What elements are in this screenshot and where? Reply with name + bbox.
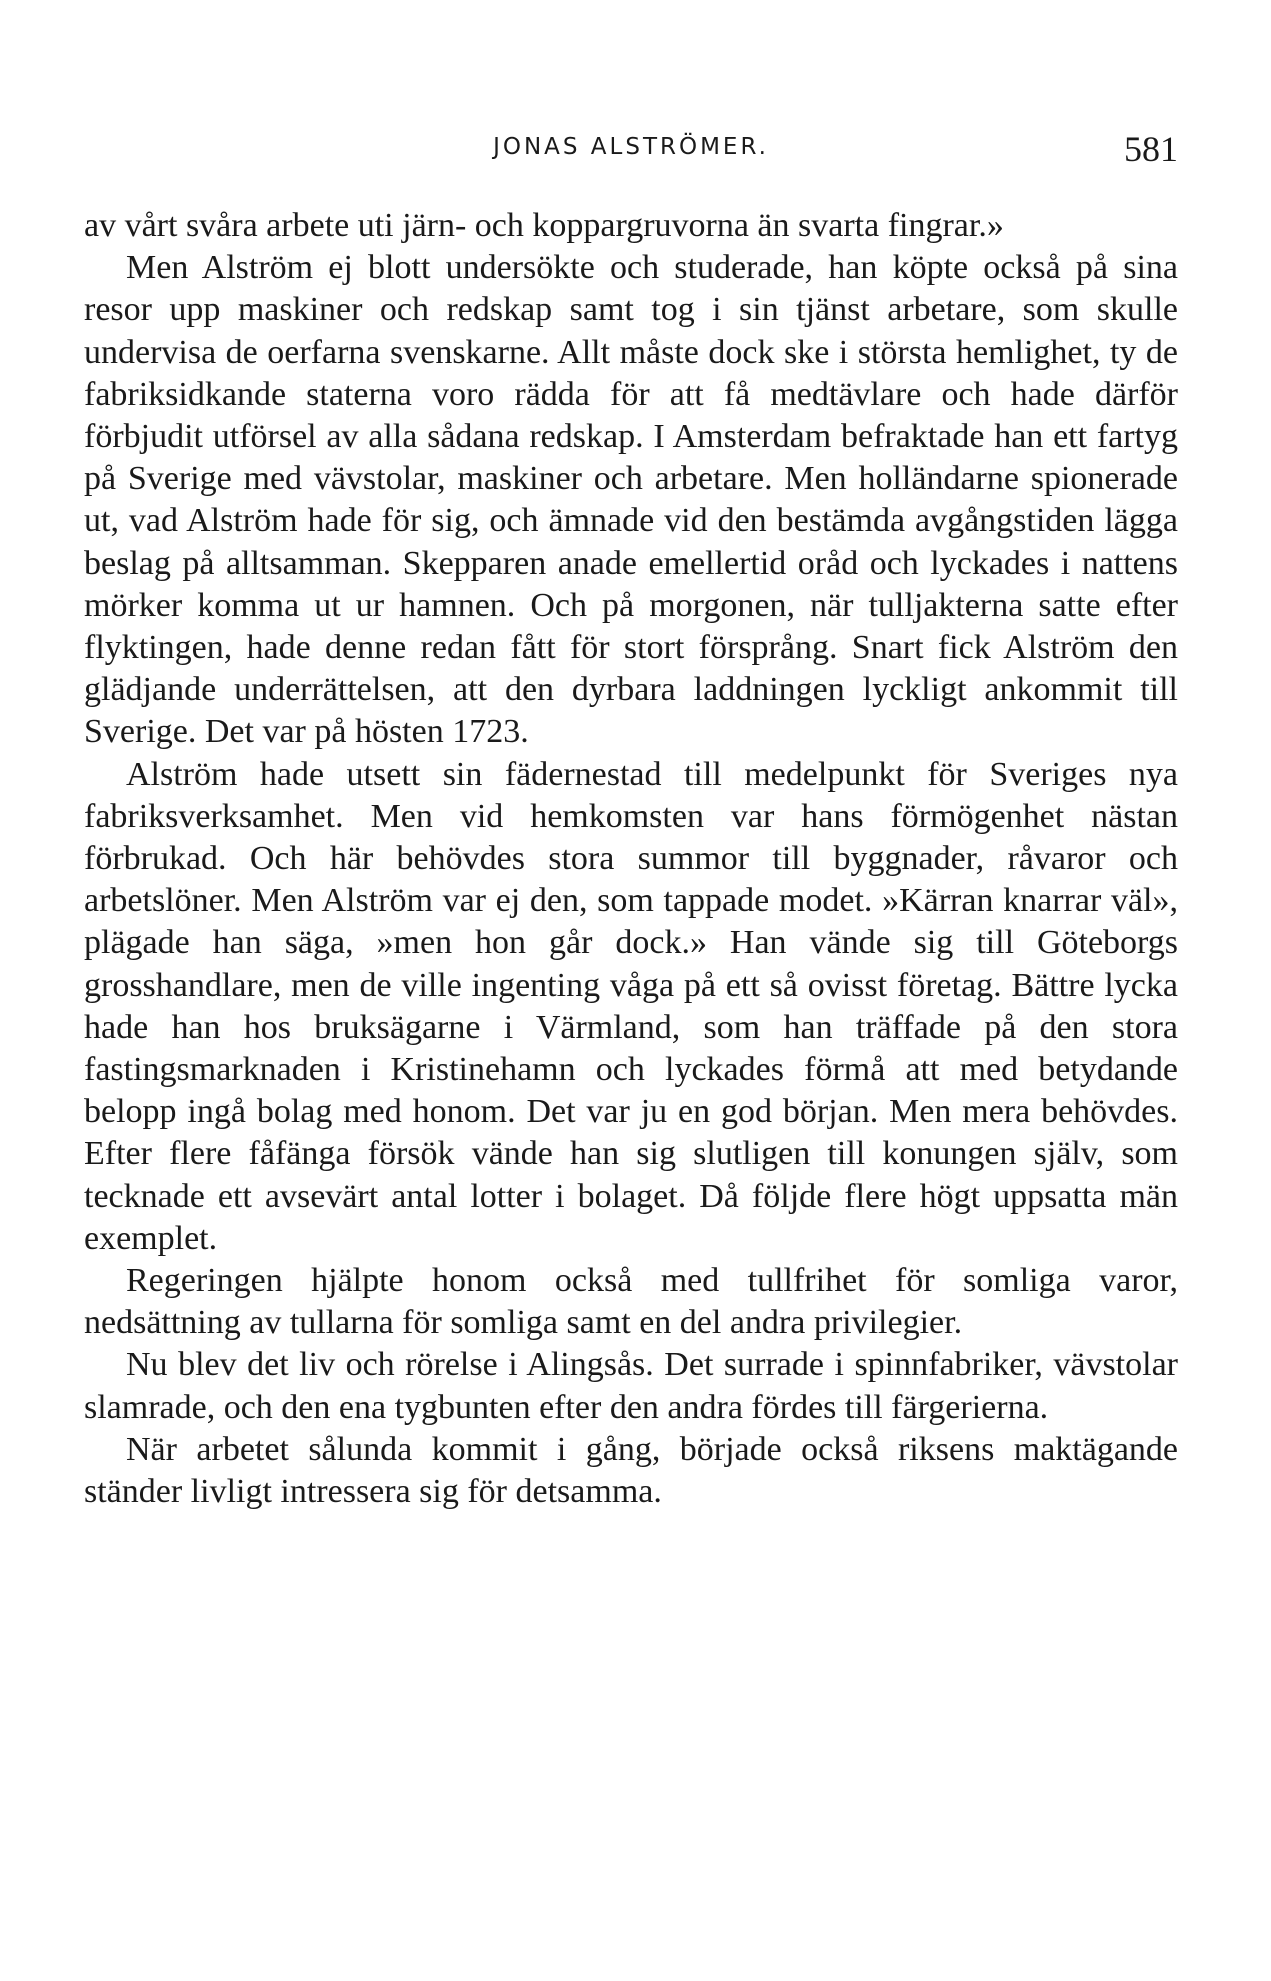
paragraph: Nu blev det liv och rörelse i Alingsås. Det surrade i spinnfabriker, vävstolar slamrade, och den ena tygbunten efter den andra fördes till färgerierna. (84, 1346, 1178, 1426)
paragraph: Men Alström ej blott undersökte och studerade, han köpte också på sina resor upp maskiner och redskap samt tog i sin tjänst arbetare, som skulle undervisa de oerfarna svenskarne. Allt måste dock ske i största hemlighet, ty de fabriksidkande staterna voro rädda för att få medtävlare och hade därför förbjudit utförsel av alla sådana redskap. I Amsterdam befraktade han ett fartyg på Sverige med vävstolar, maskiner och arbetare. Men holländarne spionerade ut, vad Alström hade för sig, och ämnade vid den bestämda avgångstiden lägga beslag på alltsamman. Skepparen anade emellertid oråd och lyckades i nattens mörker komma ut ur hamnen. Och på morgonen, när tulljakterna satte efter flyktingen, hade denne redan fått för stort försprång. Snart fick Alström den glädjande underrättelsen, att den dyrbara laddningen lyckligt ankommit till Sverige. Det var på hösten 1723. (84, 249, 1178, 751)
paragraph-continued: av vårt svåra arbete uti järn- och koppargruvorna än svarta fingrar.» (84, 207, 1004, 244)
body-text (84, 205, 1178, 1513)
page-number: 581 (1124, 129, 1178, 169)
paragraph: Alström hade utsett sin fädernestad till medelpunkt för Sveriges nya fabriksverksamhet. Men vid hemkomsten var hans förmögenhet nästan förbrukad. Och här behövdes stora summor till byggnader, råvaror och arbetslöner. Men Alström var ej den, som tappade modet. »Kärran knarrar väl», plägade han säga, »men hon går dock.» Han vände sig till Göteborgs grosshandlare, men de ville ingenting våga på ett så ovisst företag. Bättre lycka hade han hos bruksägarne i Värmland, som han träffade på den stora fastingsmarknaden i Kristinehamn och lyckades förmå att med betydande belopp ingå bolag med honom. Det var ju en god början. Men mera behövdes. Efter flere fåfänga försök vände han sig slutligen till konungen själv, som tecknade ett avsevärt antal lotter i bolaget. Då följde flere högt uppsatta män exemplet. (84, 755, 1178, 1257)
running-title: JONAS ALSTRÖMER. (493, 134, 769, 160)
running-head (84, 128, 1178, 168)
paragraph: Regeringen hjälpte honom också med tullfrihet för somliga varor, nedsättning av tullarna för somliga samt en del andra privilegier. (84, 1262, 1178, 1342)
paragraph: När arbetet sålunda kommit i gång, började också riksens maktägande ständer livligt intressera sig för detsamma. (84, 1430, 1178, 1511)
